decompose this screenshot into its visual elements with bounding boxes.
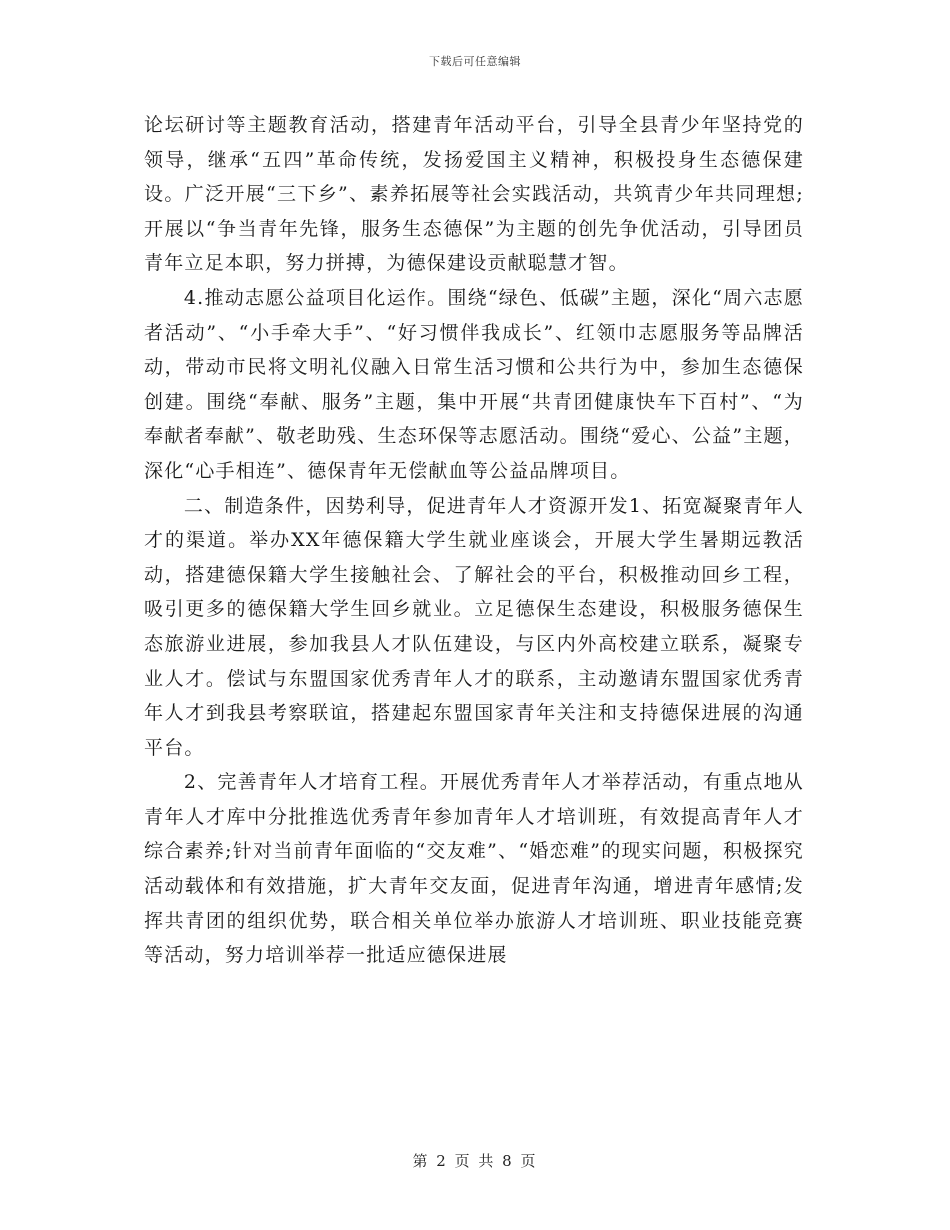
paragraph-volunteer: 4.推动志愿公益项目化运作。围绕“绿色、低碳”主题，深化“周六志愿者活动”、“小手牵大手”、“好习惯伴我成长”、红领巾志愿服务等品牌活动，带动市民将文明礼仪融入日常生活习惯和公共行为中，参加生态德保创建。围绕“奉献、服务”主题，集中开展“共青团健康快车下百村”、“为奉献者奉献”、敬老助残、生态环保等志愿活动。围绕“爱心、公益”主题，深化“心手相连”、德保青年无偿献血等公益品牌项目。 bbox=[144, 286, 804, 482]
paragraph-continuation: 论坛研讨等主题教育活动，搭建青年活动平台，引导全县青少年坚持党的领导，继承“五四”革命传统，发扬爱国主义精神，积极投身生态德保建设。广泛开展“三下乡”、素养拓展等社会实践活动，共筑青少年共同理想;开展以“争当青年先锋，服务生态德保”为主题的创先争优活动，引导团员青年立足本职，努力拼搏，为德保建设贡献聪慧才智。 bbox=[144, 114, 804, 275]
document-body bbox=[144, 108, 804, 973]
paragraph-talent-training: 2、完善青年人才培育工程。开展优秀青年人才举荐活动，有重点地从青年人才库中分批推选优秀青年参加青年人才培训班，有效提高青年人才综合素养;针对当前青年面临的“交友难”、“婚恋难”的现实问题，积极探究活动载体和有效措施，扩大青年交友面，促进青年沟通，增进青年感情;发挥共青团的组织优势，联合相关单位举办旅游人才培训班、职业技能竞赛等活动，努力培训举荐一批适应德保进展 bbox=[144, 771, 804, 967]
paragraph-talent-channels: 二、制造条件，因势利导，促进青年人才资源开发1、拓宽凝聚青年人才的渠道。举办XX年德保籍大学生就业座谈会，开展大学生暑期远教活动，搭建德保籍大学生接触社会、了解社会的平台，积极推动回乡工程，吸引更多的德保籍大学生回乡就业。立足德保生态建设，积极服务德保生态旅游业进展，参加我县人才队伍建设，与区内外高校建立联系，凝聚专业人才。偿试与东盟国家优秀青年人才的联系，主动邀请东盟国家优秀青年人才到我县考察联谊，搭建起东盟国家青年关注和支持德保进展的沟通平台。 bbox=[144, 494, 804, 759]
page-footer: 第 2 页 共 8 页 bbox=[412, 1152, 538, 1170]
page-header: 下载后可任意编辑 bbox=[429, 55, 521, 68]
